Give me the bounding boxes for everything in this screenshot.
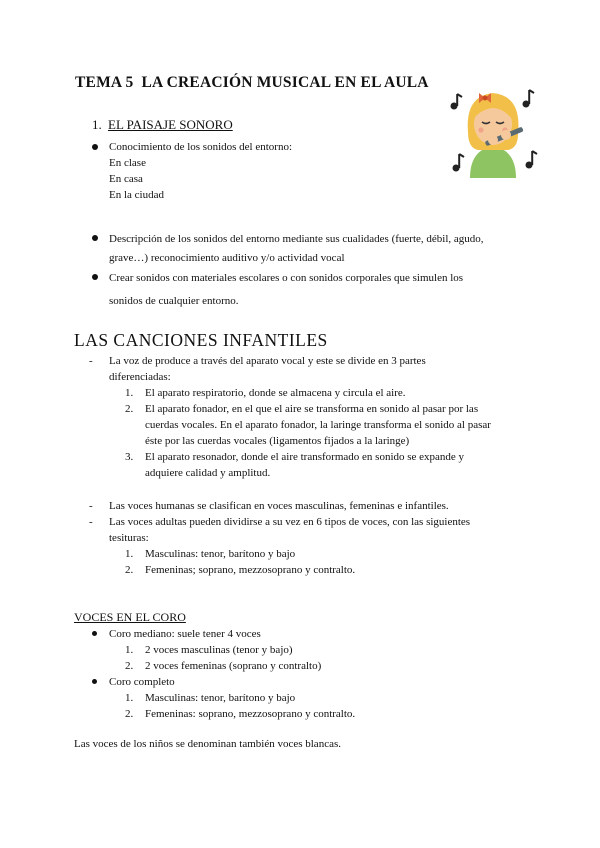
section-heading-canciones: LAS CANCIONES INFANTILES [74,330,328,350]
list-text-line: éste por las cuerdas vocales (ligamentos fijados a la laringe) [145,435,410,447]
closing-paragraph: Las voces de los niños se denominan también voces blancas. [74,738,341,750]
bullet-icon [92,235,98,241]
list-text-line: Coro completo [109,676,175,688]
item-number: 1. [125,644,134,656]
list-item [125,562,356,578]
item-number: 1. [125,692,134,704]
list-item [109,674,175,690]
list-item: - Las voces adultas pueden dividirse a su vez en 6 tipos de voces, con las siguientes tesituras: [89,516,471,544]
list-text-line: tesituras: [109,532,149,544]
bullet-text-line: grave…) reconocimiento auditivo y/o actividad vocal [109,252,345,264]
list-item [109,230,484,268]
bullet-text-line: Descripción de los sonidos del entorno mediante sus cualidades (fuerte, débil, agudo, [109,233,484,245]
list-item [125,642,293,658]
list-text-line: Las voces humanas se clasifican en voces masculinas, femeninas e infantiles. [109,500,449,512]
item-number: 2. [125,660,134,672]
item-number: 2. [125,708,134,720]
list-text-line: Femeninas; soprano, mezzosoprano y contralto. [145,564,356,576]
list-item [125,706,356,722]
bullet-icon [92,679,97,684]
sub-item: En la ciudad [109,189,164,201]
list-item: - Las voces humanas se clasifican en voces masculinas, femeninas e infantiles. [89,500,449,512]
item-number: 3. [125,451,134,463]
item-number: 2. [125,564,134,576]
list-text-line: diferenciadas: [109,371,171,383]
list-text-line: Coro mediano: suele tener 4 voces [109,628,261,640]
list-text-line: Femeninas: soprano, mezzosoprano y contralto. [145,708,356,720]
bullet-icon [92,144,98,150]
list-item [109,267,463,313]
list-item [125,401,491,449]
list-item [125,658,322,674]
section-heading-voces-coro: VOCES EN EL CORO [74,610,186,624]
list-text-line: Masculinas: tenor, barítono y bajo [145,548,296,560]
list-item [109,626,261,642]
list-text-line: cuerdas vocales. En el aparato fonador, la laringe transforma el sonido al pasar [145,419,491,431]
list-text-line: La voz de produce a través del aparato vocal y este se divide en 3 partes [109,355,426,367]
list-item [125,385,406,401]
bullet-text: Conocimiento de los sonidos del entorno: [109,141,293,153]
list-text-line: Las voces adultas pueden dividirse a su vez en 6 tipos de voces, con las siguientes [109,516,471,528]
list-item [125,546,296,562]
list-text-line: adquiere calidad y amplitud. [145,467,271,479]
page-title [75,74,429,92]
list-item [109,139,292,203]
list-text-line: Masculinas: tenor, barítono y bajo [145,692,296,704]
title-number: TEMA 5 [75,74,134,91]
bullet-text-line: sonidos de cualquier entorno. [109,295,239,307]
list-text-line: El aparato fonador, en el que el aire se transforma en sonido al pasar por las [145,403,479,415]
item-number: 1. [125,548,134,560]
list-item [125,690,296,706]
list-text-line: El aparato respiratorio, donde se almacena y circula el aire. [145,387,406,399]
bullet-icon [92,631,97,636]
girl-playing-flute-icon [448,84,538,178]
list-text-line: El aparato resonador, donde el aire transformado en sonido se expande y [145,451,465,463]
sub-item: En casa [109,173,143,185]
item-number: 1. [125,387,134,399]
section-heading-paisaje-sonoro [92,117,233,133]
list-text-line: 2 voces masculinas (tenor y bajo) [145,644,293,656]
list-item [125,449,465,481]
section-title: EL PAISAJE SONORO [108,117,233,132]
section-number: 1. [92,117,102,132]
title-text: LA CREACIÓN MUSICAL EN EL AULA [141,74,429,91]
bullet-text-line: Crear sonidos con materiales escolares o con sonidos corporales que simulen los [109,272,464,284]
sub-item: En clase [109,157,146,169]
bullet-icon [92,274,98,280]
list-text-line: 2 voces femeninas (soprano y contralto) [145,660,322,672]
list-item: - La voz de produce a través del aparato vocal y este se divide en 3 partes diferenciadas: [89,355,426,383]
item-number: 2. [125,403,134,415]
